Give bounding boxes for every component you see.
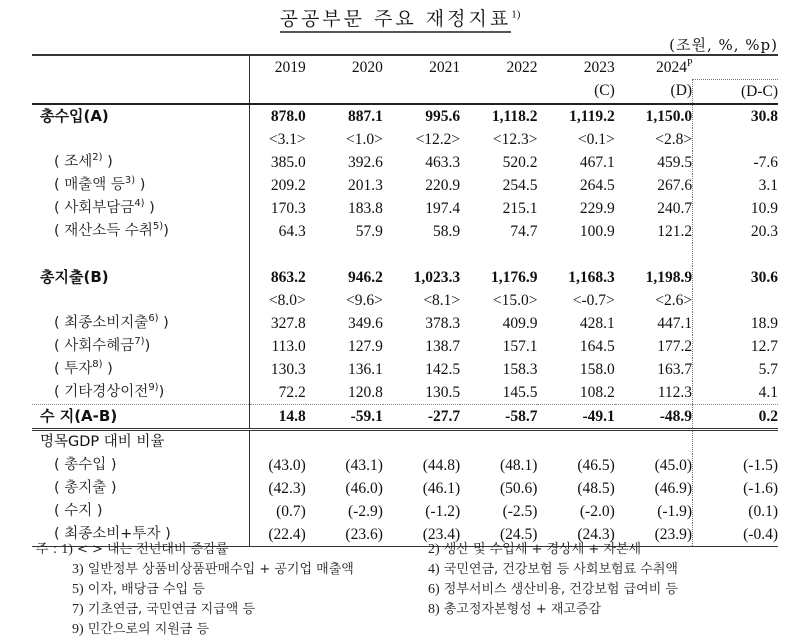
- footnote-5: 5) 이자, 배당금 수입 등: [72, 582, 205, 597]
- cell-diff: 5.7: [693, 358, 778, 381]
- cell: (-2.0): [579, 502, 615, 520]
- row-label: [32, 128, 250, 151]
- header-year: 2021: [383, 55, 460, 79]
- cell: (46.1): [422, 479, 461, 497]
- footnote-2: 2) 생산 및 수입세 + 경상세 + 자본세: [428, 542, 642, 557]
- spacer: [615, 243, 693, 266]
- row-label: 수 지(A-B): [32, 404, 250, 429]
- cell: (48.1): [500, 456, 538, 474]
- cell: [383, 429, 460, 454]
- table-row-investment: [32, 358, 778, 381]
- cell-diff: (-1.5): [693, 454, 778, 477]
- cell: 113.0: [271, 337, 306, 355]
- cell: 121.2: [657, 222, 693, 240]
- cell: 1,176.9: [490, 268, 538, 286]
- cell: [615, 429, 693, 454]
- header-row-letters: [32, 79, 778, 104]
- cell: (46.9): [654, 479, 693, 497]
- cell: 130.5: [383, 381, 460, 405]
- row-label: ( 최종소비+투자 ): [32, 523, 250, 547]
- cell: 995.6: [425, 107, 461, 125]
- cell: 138.7: [425, 337, 461, 355]
- row-label: 총수입(A): [32, 104, 250, 128]
- row-label: ( 총지출 ): [32, 477, 250, 500]
- cell: 887.1: [348, 107, 383, 125]
- cell: (24.3): [537, 523, 614, 547]
- header-empty: [306, 79, 383, 104]
- cell: (43.0): [268, 456, 306, 474]
- cell: (-1.2): [425, 502, 461, 520]
- header-corner: [32, 79, 250, 104]
- cell: <-0.7>: [572, 291, 615, 309]
- cell: 108.2: [537, 381, 614, 405]
- cell-diff: 3.1: [693, 174, 778, 197]
- cell: 112.3: [615, 381, 693, 405]
- footnote-7: 7) 기초연금, 국민연금 지급액 등: [72, 602, 256, 617]
- table-row-sales: [32, 174, 778, 197]
- cell: -58.7: [460, 404, 537, 429]
- cell: 447.1: [657, 314, 693, 332]
- cell: (43.1): [345, 456, 383, 474]
- cell: <1.0>: [346, 130, 383, 148]
- spacer: [250, 243, 306, 266]
- cell: <12.3>: [492, 130, 538, 148]
- footnote-9: 9) 민간으로의 지원금 등: [72, 622, 210, 637]
- cell: <2.8>: [655, 130, 693, 148]
- cell: 863.2: [270, 268, 306, 286]
- spacer: [460, 243, 537, 266]
- cell: 264.5: [579, 176, 615, 194]
- cell: (-2.9): [348, 502, 383, 520]
- cell: (46.5): [577, 456, 615, 474]
- cell: 170.3: [270, 199, 306, 217]
- header-year: 2020: [306, 55, 383, 79]
- cell: 1,168.3: [568, 268, 615, 286]
- spacer: [537, 243, 614, 266]
- cell: 229.9: [579, 199, 615, 217]
- table-row-gdp-revenue: [32, 454, 778, 477]
- cell: 1,119.2: [569, 107, 615, 125]
- footnote-3: 3) 일반정부 상품비상품판매수입 + 공기업 매출액: [72, 562, 354, 577]
- cell: 1,150.0: [645, 107, 693, 125]
- cell: <3.1>: [268, 130, 306, 148]
- cell: 254.5: [502, 176, 538, 194]
- cell: 428.1: [579, 314, 615, 332]
- cell: 158.3: [502, 360, 538, 378]
- cell: 220.9: [425, 176, 461, 194]
- footnote-6: 6) 정부서비스 생산비용, 건강보험 급여비 등: [428, 582, 678, 597]
- preliminary-mark: P: [687, 57, 693, 69]
- header-col-c: (C): [537, 79, 614, 104]
- cell: [460, 429, 537, 454]
- cell: 463.3: [425, 153, 461, 171]
- header-empty: [460, 79, 537, 104]
- cell: 946.2: [348, 268, 383, 286]
- cell: (50.6): [500, 479, 538, 497]
- table-row-total-expenditure-growth: [32, 289, 778, 312]
- table-row-final-consumption: [32, 312, 778, 335]
- header-row-years: [32, 55, 778, 79]
- cell: 164.5: [579, 337, 615, 355]
- cell-diff: 18.9: [693, 312, 778, 335]
- cell: 130.3: [270, 360, 306, 378]
- cell: 378.3: [425, 314, 461, 332]
- cell-diff: 0.2: [693, 404, 778, 429]
- cell-diff: 12.7: [693, 335, 778, 358]
- cell: 209.2: [270, 176, 306, 194]
- unit-label: (조원, %, %p): [669, 36, 778, 54]
- cell: 459.5: [657, 153, 693, 171]
- cell: [306, 429, 383, 454]
- cell: 157.1: [502, 337, 538, 355]
- cell: 1,023.3: [413, 268, 461, 286]
- table-row-gdp-balance: [32, 500, 778, 523]
- cell: 520.2: [502, 153, 538, 171]
- cell: <9.6>: [346, 291, 383, 309]
- cell: 467.1: [579, 153, 615, 171]
- cell: 409.9: [502, 314, 538, 332]
- fiscal-indicators-table: [32, 54, 778, 547]
- cell: 183.8: [348, 199, 383, 217]
- cell: 385.0: [270, 153, 306, 171]
- cell-diff: (-0.4): [693, 523, 778, 547]
- cell-diff: [693, 128, 778, 151]
- row-label: ( 재산소득 수취$^{5)}$): [32, 220, 250, 243]
- cell: 1,198.9: [645, 268, 693, 286]
- cell: 215.1: [502, 199, 538, 217]
- cell: 349.6: [348, 314, 383, 332]
- spacer: [32, 243, 250, 266]
- spacer: [306, 243, 383, 266]
- cell: (0.7): [276, 502, 306, 520]
- spacer: [693, 243, 778, 266]
- footnotes-right: [428, 540, 678, 620]
- row-label: ( 총수입 ): [32, 454, 250, 477]
- cell: 197.4: [425, 199, 461, 217]
- cell: (-1.9): [657, 502, 693, 520]
- cell: (22.4): [250, 523, 306, 547]
- cell: 58.9: [433, 222, 461, 240]
- cell: 127.9: [348, 337, 383, 355]
- cell: (45.0): [654, 456, 693, 474]
- cell: [250, 429, 306, 454]
- table-row-property-income: [32, 220, 778, 243]
- header-col-dc: (D-C): [693, 79, 778, 104]
- cell: 177.2: [657, 337, 693, 355]
- cell: (24.5): [460, 523, 537, 547]
- cell: <12.2>: [415, 130, 461, 148]
- table-row-balance: [32, 404, 778, 429]
- cell: 145.5: [460, 381, 537, 405]
- notes-prefix: 주 :: [36, 542, 62, 557]
- cell: <15.0>: [492, 291, 538, 309]
- cell: 392.6: [348, 153, 383, 171]
- title-footnote: 1): [511, 8, 521, 21]
- spacer-row: [32, 243, 778, 266]
- table-row-total-revenue-growth: [32, 128, 778, 151]
- table-row-total-expenditure: [32, 266, 778, 289]
- cell: 1,118.2: [491, 107, 538, 125]
- year-2024-text: 2024: [656, 59, 687, 76]
- footnote-4: 4) 국민연금, 건강보험 등 사회보험료 수취액: [428, 562, 678, 577]
- cell-diff: 30.8: [693, 104, 778, 128]
- cell-diff: 30.6: [693, 266, 778, 289]
- table-row-gdp-heading: [32, 429, 778, 454]
- cell: 100.9: [579, 222, 615, 240]
- cell: [537, 429, 614, 454]
- cell: (48.5): [577, 479, 615, 497]
- header-empty: [383, 79, 460, 104]
- cell: 120.8: [306, 381, 383, 405]
- cell-diff: (-1.6): [693, 477, 778, 500]
- table-row-gdp-expenditure: [32, 477, 778, 500]
- cell: -27.7: [383, 404, 460, 429]
- cell: (23.9): [615, 523, 693, 547]
- cell: (44.8): [422, 456, 461, 474]
- cell: 142.5: [425, 360, 461, 378]
- row-label: 명목GDP 대비 비율: [32, 429, 250, 454]
- header-year: 2022: [460, 55, 537, 79]
- cell-diff: [693, 429, 778, 454]
- cell: <8.0>: [268, 291, 306, 309]
- row-label: ( 투자$^{8)}$ ): [32, 358, 250, 381]
- row-label: ( 최종소비지출$^{6)}$ ): [32, 312, 250, 335]
- title-text: 공공부문 주요 재정지표: [280, 8, 512, 33]
- cell: 74.7: [510, 222, 538, 240]
- row-label: [32, 289, 250, 312]
- header-empty: [250, 79, 306, 104]
- cell: (-2.5): [502, 502, 538, 520]
- header-col-d: (D): [615, 79, 693, 104]
- cell: (46.0): [345, 479, 383, 497]
- cell: 327.8: [270, 314, 306, 332]
- row-label: 총지출(B): [32, 266, 250, 289]
- cell: 878.0: [270, 107, 306, 125]
- row-label: ( 매출액 등$^{3)}$ ): [32, 174, 250, 197]
- table-row-total-revenue: [32, 104, 778, 128]
- cell: -48.9: [615, 404, 693, 429]
- cell: 136.1: [348, 360, 383, 378]
- row-label: ( 기타경상이전$^{9)}$): [32, 381, 250, 405]
- cell: -49.1: [537, 404, 614, 429]
- footnote-1: 주 : 1) < > 내는 전년대비 증감률: [36, 542, 229, 557]
- cell-diff: 10.9: [693, 197, 778, 220]
- cell: 240.7: [657, 199, 693, 217]
- cell: (23.4): [383, 523, 460, 547]
- cell: 201.3: [348, 176, 383, 194]
- footnote-8: 8) 총고정자본형성 + 재고증감: [428, 602, 602, 617]
- row-label: ( 사회부담금$^{4)}$ ): [32, 197, 250, 220]
- header-year: 2023: [537, 55, 614, 79]
- cell: 57.9: [355, 222, 383, 240]
- header-year: 2019: [250, 55, 306, 79]
- row-label: ( 사회수혜금$^{7)}$): [32, 335, 250, 358]
- header-blank: [693, 55, 778, 79]
- row-label: ( 수지 ): [32, 500, 250, 523]
- table-row-tax: [32, 151, 778, 174]
- cell: 267.6: [657, 176, 693, 194]
- page-title: [0, 4, 800, 31]
- spacer: [383, 243, 460, 266]
- table-row-other-transfers: [32, 381, 778, 405]
- cell: -59.1: [306, 404, 383, 429]
- cell: <2.6>: [655, 291, 693, 309]
- cell: <0.1>: [577, 130, 615, 148]
- cell: 163.7: [657, 360, 693, 378]
- cell-diff: 20.3: [693, 220, 778, 243]
- cell: 158.0: [579, 360, 615, 378]
- cell: 64.3: [278, 222, 306, 240]
- row-label: ( 조세$^{2)}$ ): [32, 151, 250, 174]
- cell-diff: (0.1): [693, 500, 778, 523]
- cell-diff: 4.1: [693, 381, 778, 405]
- header-corner: [32, 55, 250, 79]
- cell: (42.3): [268, 479, 306, 497]
- table-row-social-benefits: [32, 335, 778, 358]
- cell: (23.6): [306, 523, 383, 547]
- cell: 72.2: [250, 381, 306, 405]
- cell: 14.8: [250, 404, 306, 429]
- cell: <8.1>: [423, 291, 461, 309]
- table-row-social-contrib: [32, 197, 778, 220]
- cell-diff: [693, 289, 778, 312]
- header-year-2024: [615, 55, 693, 79]
- footnotes-left: [36, 540, 354, 640]
- cell-diff: -7.6: [693, 151, 778, 174]
